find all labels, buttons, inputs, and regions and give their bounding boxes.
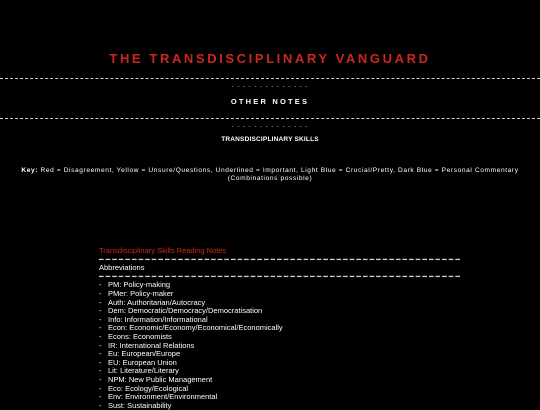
abbreviation-text: Sust: Sustainability xyxy=(108,400,172,410)
list-item xyxy=(99,402,439,410)
abbreviation-text: NPM: New Public Management xyxy=(108,374,213,384)
middle-divider xyxy=(0,118,540,119)
bullet-dash: - xyxy=(99,366,102,376)
abbreviation-text: Eu: European/Europe xyxy=(108,349,181,359)
bullet-dash: - xyxy=(99,323,102,333)
abbreviation-text: Dem: Democratic/Democracy/Democratisation xyxy=(108,306,263,316)
reading-notes xyxy=(99,246,460,410)
bullet-dash: - xyxy=(99,400,102,410)
bullet-dash: - xyxy=(99,340,102,350)
abbreviation-text: EU: European Union xyxy=(108,357,177,367)
abbreviation-text: Eco: Ecology/Ecological xyxy=(108,383,189,393)
bullet-dash: - xyxy=(99,288,102,298)
nav-separator: - - - - - - - - - - - - - - xyxy=(231,84,309,90)
notes-title: Transdisciplinary Skills Reading Notes xyxy=(99,246,227,255)
bullet-dash: - xyxy=(99,383,102,393)
abbreviation-text: Econs: Economists xyxy=(108,331,172,341)
notes-rule-bottom: ━ ━ ━ ━ ━ ━ ━ ━ ━ ━ ━ ━ ━ ━ ━ ━ ━ ━ ━ ━ ━ ━ ━ ━ ━ ━ ━ ━ ━ ━ ━ ━ ━ ━ ━ ━ ━ ━ ━ ━ ━ ━ ━ ━ ━ ━ ━ ━ ━ ━ ━ ━ ━ ━ ━ xyxy=(99,271,460,281)
site-title[interactable]: THE TRANSDISCIPLINARY VANGUARD xyxy=(109,51,431,66)
abbreviation-text: IR: International Relations xyxy=(108,340,195,350)
abbreviations-list xyxy=(99,281,439,410)
bullet-dash: - xyxy=(99,392,102,402)
abbreviation-text: PMer: Policy-maker xyxy=(108,288,174,298)
bullet-dash: - xyxy=(99,306,102,316)
bullet-dash: - xyxy=(99,374,102,384)
bullet-dash: - xyxy=(99,349,102,359)
bullet-dash: - xyxy=(99,280,102,290)
bullet-dash: - xyxy=(99,297,102,307)
abbreviations-heading: Abbreviations xyxy=(99,263,145,273)
abbreviation-text: Lit: Literature/Literary xyxy=(108,366,179,376)
color-key xyxy=(14,167,526,183)
section-heading: TRANSDISCIPLINARY SKILLS xyxy=(221,136,319,143)
section-separator: - - - - - - - - - - - - - - xyxy=(231,124,309,130)
abbreviation-text: Auth: Authoritarian/Autocracy xyxy=(108,297,206,307)
key-label: Key: xyxy=(21,167,39,174)
bullet-dash: - xyxy=(99,314,102,324)
abbreviation-text: Env: Environment/Environmental xyxy=(108,392,218,402)
abbreviation-text: Info: Information/Informational xyxy=(108,314,208,324)
top-divider xyxy=(0,78,540,79)
notes-rule-top: ━ ━ ━ ━ ━ ━ ━ ━ ━ ━ ━ ━ ━ ━ ━ ━ ━ ━ ━ ━ ━ ━ ━ ━ ━ ━ ━ ━ ━ ━ ━ ━ ━ ━ ━ ━ ━ ━ ━ ━ ━ ━ ━ ━ ━ ━ ━ ━ ━ ━ ━ ━ ━ ━ ━ xyxy=(99,254,460,264)
key-description: Red = Disagreement, Yellow = Unsure/Questions, Underlined = Important, Light Blue = Crucial/Pretty, Dark Blue = Personal Commentary (Combinations possible) xyxy=(40,167,519,182)
bullet-dash: - xyxy=(99,357,102,367)
other-notes-link[interactable]: OTHER NOTES xyxy=(230,97,310,106)
abbreviation-text: Econ: Economic/Economy/Economical/Economically xyxy=(108,323,283,333)
abbreviation-text: PM: Policy-making xyxy=(108,280,171,290)
bullet-dash: - xyxy=(99,331,102,341)
